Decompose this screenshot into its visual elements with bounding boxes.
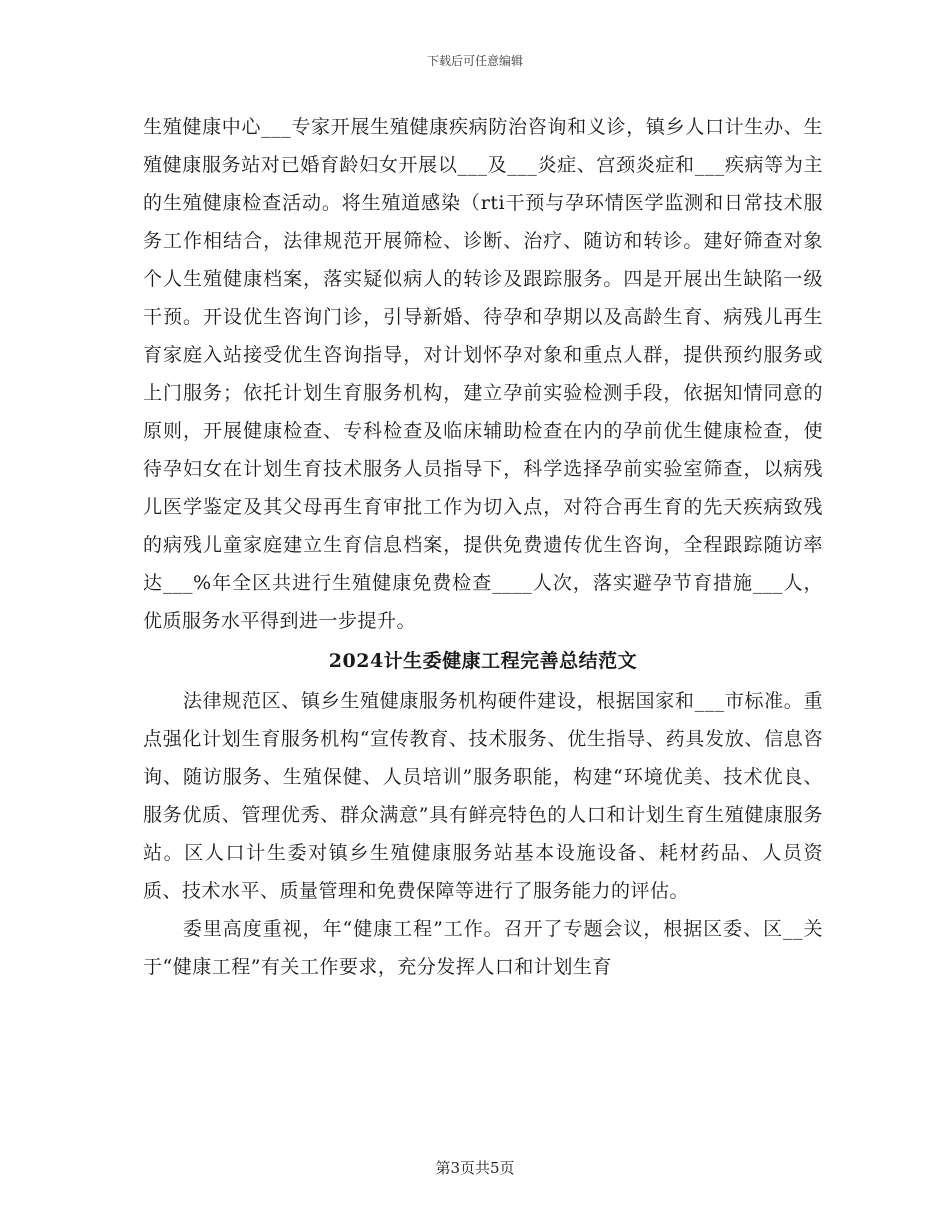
section-title: 2024计生委健康工程完善总结范文 <box>328 650 638 672</box>
page-header-note: 下载后可任意编辑 <box>426 54 523 68</box>
document-body <box>143 108 823 986</box>
body-paragraph-3: 委里高度重视，年“健康工程”工作。召开了专题会议，根据区委、区__关于“健康工程”有关工作要求，充分发挥人口和计划生育 <box>143 918 823 978</box>
body-paragraph-1: 生殖健康中心___专家开展生殖健康疾病防治咨询和义诊，镇乡人口计生办、生殖健康服务站对已婚育龄妇女开展以___及___炎症、宫颈炎症和___疾病等为主的生殖健康检查活动。将生殖道感染（rti干预与孕环情医学监测和日常技术服务工作相结合，法律规范开展筛检、诊断、治疗、随访和转诊。建好筛查对象个人生殖健康档案，落实疑似病人的转诊及跟踪服务。四是开展出生缺陷一级干预。开设优生咨询门诊，引导新婚、待孕和孕期以及高龄生育、病残儿再生育家庭入站接受优生咨询指导，对计划怀孕对象和重点人群，提供预约服务或上门服务；依托计划生育服务机构，建立孕前实验检测手段，依据知情同意的原则，开展健康检查、专科检查及临床辅助检查在内的孕前优生健康检查，使待孕妇女在计划生育技术服务人员指导下，科学选择孕前实验室筛查，以病残儿医学鉴定及其父母再生育审批工作为切入点，对符合再生育的先天疾病致残的病残儿童家庭建立生育信息档案，提供免费遗传优生咨询，全程跟踪随访率达___%年全区共进行生殖健康免费检查____人次，落实避孕节育措施___人，优质服务水平得到进一步提升。 <box>143 116 823 632</box>
page-number: 第3页共5页 <box>435 1159 515 1177</box>
body-paragraph-2: 法律规范区、镇乡生殖健康服务机构硬件建设，根据国家和___市标准。重点强化计划生育服务机构“宣传教育、技术服务、优生指导、药具发放、信息咨询、随访服务、生殖保健、人员培训”服务职能，构建“环境优美、技术优良、服务优质、管理优秀、群众满意”具有鲜亮特色的人口和计划生育生殖健康服务站。区人口计生委对镇乡生殖健康服务站基本设施设备、耗材药品、人员资质、技术水平、质量管理和免费保障等进行了服务能力的评估。 <box>143 690 823 902</box>
